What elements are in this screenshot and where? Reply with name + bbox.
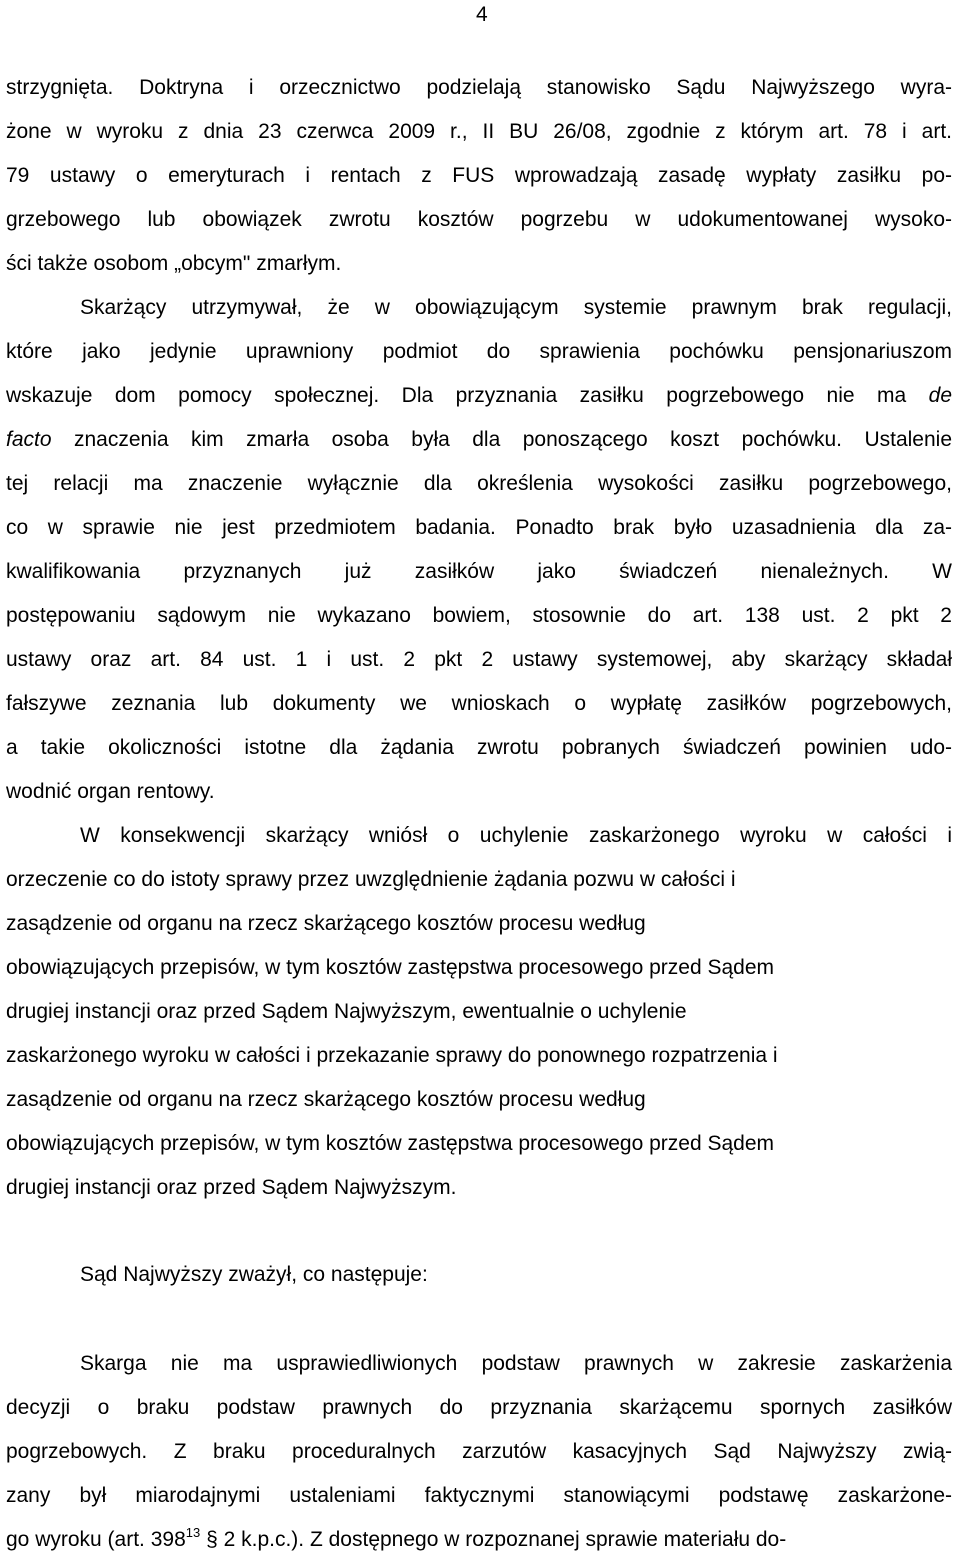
- text-line: 79 ustawy o emeryturach i rentach z FUS wprowadzają zasadę wypłaty zasiłku po-: [6, 164, 952, 187]
- text-line: grzebowego lub obowiązek zwrotu kosztów pogrzebu w udokumentowanej wysoko-: [6, 208, 952, 231]
- text-line: [6, 427, 952, 453]
- text-line: orzeczenie co do istoty sprawy przez uwzględnienie żądania pozwu w całości i: [6, 868, 736, 891]
- paragraph-start-line: Skarżący utrzymywał, że w obowiązującym systemie prawnym brak regulacji,: [80, 296, 952, 319]
- text-line: zany był miarodajnymi ustaleniami faktycznymi stanowiącymi podstawę zaskarżone-: [6, 1484, 952, 1507]
- italic-text: de: [928, 384, 952, 407]
- text-line: zaskarżonego wyroku w całości i przekazanie sprawy do ponownego rozpatrzenia i: [6, 1044, 778, 1067]
- page-number: 4: [476, 3, 488, 26]
- text-line: [6, 383, 952, 409]
- text-line: zasądzenie od organu na rzecz skarżącego kosztów procesu według: [6, 912, 646, 935]
- text-line: obowiązujących przepisów, w tym kosztów zastępstwa procesowego przed Sądem: [6, 956, 775, 979]
- text-line: drugiej instancji oraz przed Sądem Najwyższym, ewentualnie o uchylenie: [6, 1000, 687, 1023]
- text-line: zasądzenie od organu na rzecz skarżącego kosztów procesu według: [6, 1088, 646, 1111]
- superscript: 13: [185, 1525, 201, 1540]
- text-line: co w sprawie nie jest przedmiotem badania. Ponadto brak było uzasadnienia dla za-: [6, 516, 952, 539]
- section-symbol: §: [206, 1528, 218, 1551]
- text-line: strzygnięta. Doktryna i orzecznictwo podzielają stanowisko Sądu Najwyższego wyra-: [6, 76, 952, 99]
- text-line: a takie okoliczności istotne dla żądania zwrotu pobranych świadczeń powinien udo-: [6, 736, 952, 759]
- text-segment: znaczenia kim zmarła osoba była dla ponoszącego koszt pochówku. Ustalenie: [74, 428, 952, 451]
- section-heading: Sąd Najwyższy zważył, co następuje:: [80, 1263, 428, 1286]
- text-line: wodnić organ rentowy.: [6, 780, 215, 803]
- text-line: tej relacji ma znaczenie wyłącznie dla określenia wysokości zasiłku pogrzebowego,: [6, 472, 952, 495]
- text-line: postępowaniu sądowym nie wykazano bowiem, stosownie do art. 138 ust. 2 pkt 2: [6, 604, 952, 627]
- text-line: kwalifikowania przyznanych już zasiłków jako świadczeń nienależnych. W: [6, 560, 952, 583]
- paragraph-start-line: Skarga nie ma usprawiedliwionych podstaw prawnych w zakresie zaskarżenia: [80, 1352, 952, 1375]
- text-line: drugiej instancji oraz przed Sądem Najwyższym.: [6, 1176, 457, 1199]
- italic-text: facto: [6, 428, 52, 451]
- text-line: decyzji o braku podstaw prawnych do przyznania skarżącemu spornych zasiłków: [6, 1396, 952, 1419]
- text-line: ustawy oraz art. 84 ust. 1 i ust. 2 pkt 2 ustawy systemowej, aby skarżący składał: [6, 648, 952, 671]
- text-line: fałszywe zeznania lub dokumenty we wnioskach o wypłatę zasiłków pogrzebowych,: [6, 692, 952, 715]
- text-line: ści także osobom „obcym" zmarłym.: [6, 252, 342, 275]
- text-line: pogrzebowych. Z braku proceduralnych zarzutów kasacyjnych Sąd Najwyższy zwią-: [6, 1440, 952, 1463]
- text-segment: go wyroku (art. 398: [6, 1528, 186, 1551]
- text-line: [6, 1527, 952, 1553]
- text-line: żone w wyroku z dnia 23 czerwca 2009 r., II BU 26/08, zgodnie z którym art. 78 i art.: [6, 120, 952, 143]
- paragraph-start-line: W konsekwencji skarżący wniósł o uchylenie zaskarżonego wyroku w całości i: [80, 824, 952, 847]
- text-line: które jako jedynie uprawniony podmiot do sprawienia pochówku pensjonariuszom: [6, 340, 952, 363]
- text-segment: 2 k.p.c.). Z dostępnego w rozpoznanej sprawie materiału do-: [223, 1528, 787, 1551]
- text-line: obowiązujących przepisów, w tym kosztów zastępstwa procesowego przed Sądem: [6, 1132, 775, 1155]
- text-segment: wskazuje dom pomocy społecznej. Dla przyznania zasiłku pogrzebowego nie ma: [6, 384, 907, 407]
